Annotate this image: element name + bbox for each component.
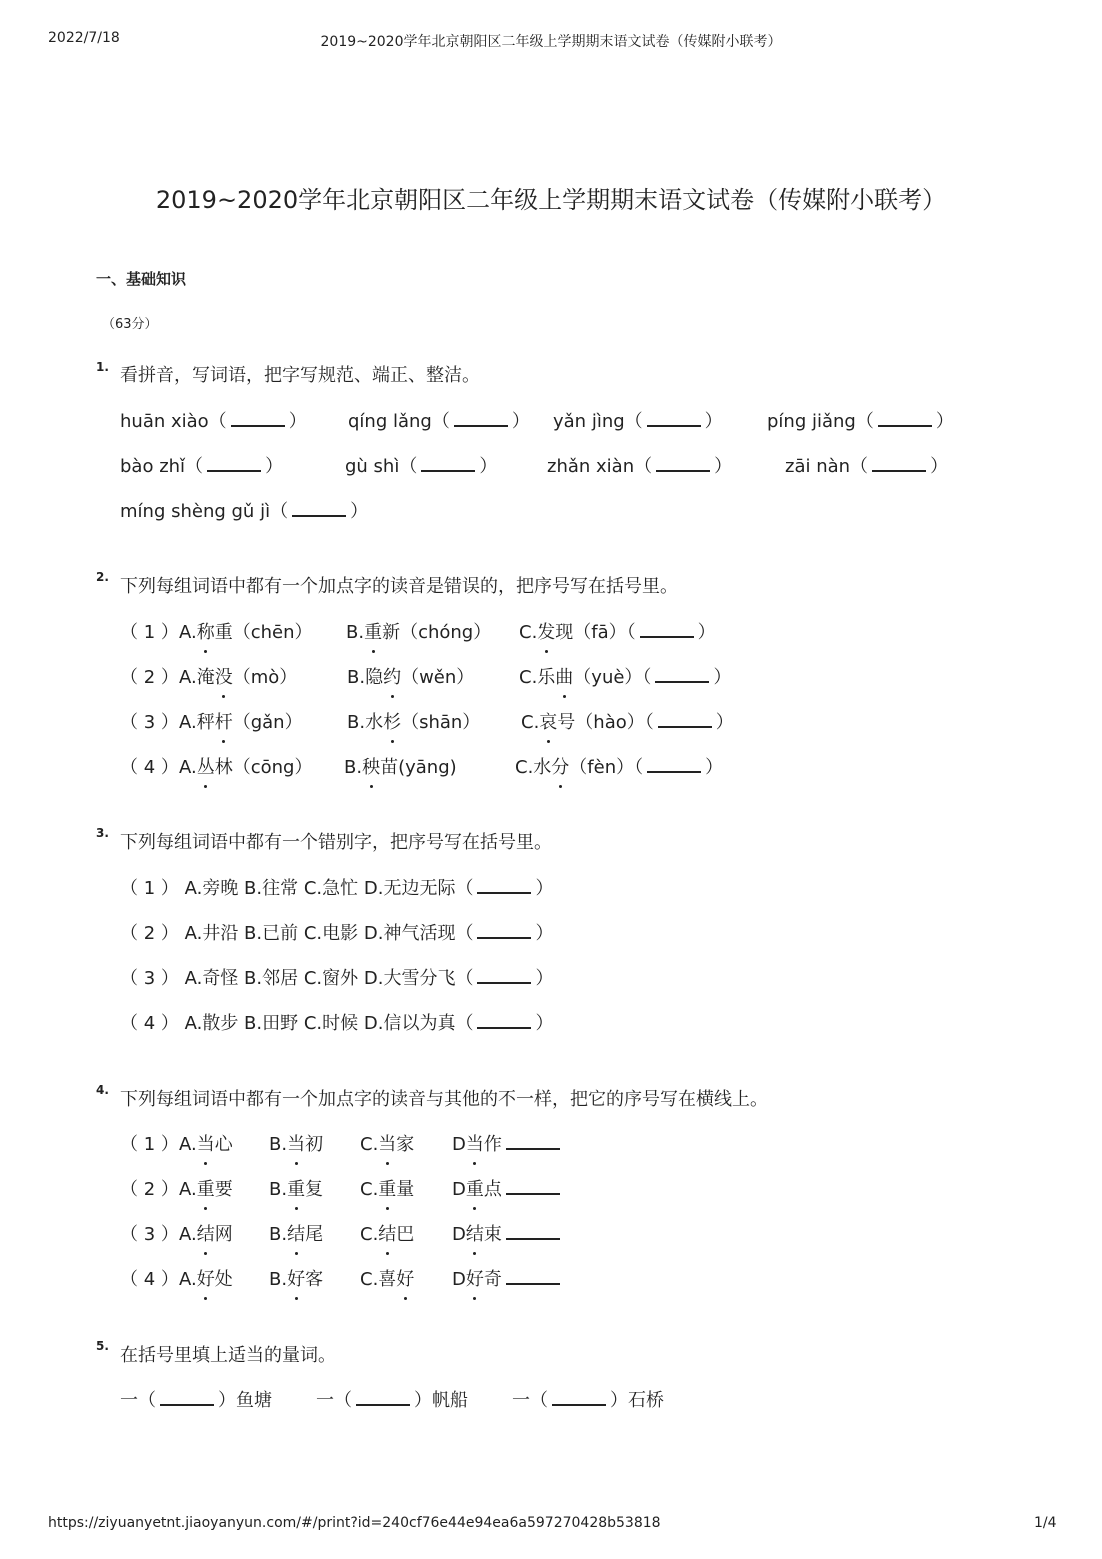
dotted-char: 哀 — [539, 708, 557, 734]
dotted-char: 杉 — [383, 708, 401, 734]
option-c: C.结巴 — [360, 1220, 414, 1246]
option-c: C.哀号（hào）（ ） — [521, 708, 734, 734]
question-text: 看拼音，写词语，把字写规范、端正、整洁。 — [120, 365, 480, 386]
answer-blank[interactable] — [231, 411, 285, 427]
answer-blank[interactable] — [656, 456, 710, 472]
answer-blank[interactable] — [506, 1134, 560, 1150]
dotted-char: 重 — [197, 1175, 215, 1201]
option-d: D结束 — [452, 1220, 564, 1246]
answer-blank[interactable] — [878, 411, 932, 427]
dotted-char: 好 — [466, 1265, 484, 1291]
option-row: （ 1 ） A.旁晚 B.往常 C.急忙 D.无边无际（ ） — [120, 878, 554, 899]
pinyin-text: píng jiǎng（ — [767, 411, 874, 432]
option-b: B.结尾 — [269, 1220, 323, 1246]
dotted-char: 杆 — [215, 708, 233, 734]
option-row: （ 3 ） A.奇怪 B.邻居 C.窗外 D.大雪分飞（ ） — [120, 968, 554, 989]
option-a: A.当心 — [179, 1130, 233, 1156]
pinyin-item: qíng lǎng（ ） — [348, 411, 530, 432]
row-label: （ 1 ） — [120, 622, 179, 643]
pinyin-text: bào zhǐ（ — [120, 456, 204, 477]
dotted-char: 分 — [551, 753, 569, 779]
question-number: 5. — [96, 1339, 109, 1353]
print-url: https://ziyuanyetnt.jiaoyanyun.com/#/print?id=240cf76e44e94ea6a597270428b53818 — [48, 1515, 661, 1531]
answer-blank[interactable] — [160, 1390, 214, 1406]
pinyin-text: míng shèng gǔ jì（ — [120, 501, 289, 522]
option-a: A.丛林（cōng） — [179, 753, 312, 779]
question-number: 3. — [96, 826, 109, 840]
dotted-char: 当 — [378, 1130, 396, 1156]
row-label: （ 3 ） — [120, 1224, 179, 1245]
answer-blank[interactable] — [655, 667, 709, 683]
question-text: 下列每组词语中都有一个错别字，把序号写在括号里。 — [120, 832, 552, 853]
option-c: C.重量 — [360, 1175, 414, 1201]
pinyin-text: zāi nàn（ — [785, 456, 869, 477]
pinyin-item: bào zhǐ（ ） — [120, 456, 284, 477]
answer-blank[interactable] — [477, 878, 531, 894]
option-a: A.淹没（mò） — [179, 663, 297, 689]
option-c: C.水分（fèn）（ ） — [515, 753, 723, 779]
pinyin-text: gù shì（ — [345, 456, 418, 477]
pinyin-text: qíng lǎng（ — [348, 411, 450, 432]
option-a: A.称重（chēn） — [179, 618, 313, 644]
dotted-char: 当 — [466, 1130, 484, 1156]
pinyin-item: yǎn jìng（ ） — [553, 411, 723, 432]
answer-blank[interactable] — [640, 622, 694, 638]
answer-blank[interactable] — [506, 1179, 560, 1195]
option-b: B.重新（chóng） — [346, 618, 491, 644]
dotted-char: 秧 — [362, 753, 380, 779]
option-c: C.当家 — [360, 1130, 414, 1156]
pinyin-text: zhǎn xiàn（ — [547, 456, 653, 477]
row-label: （ 2 ） — [120, 667, 179, 688]
row-label: （ 3 ） — [120, 712, 179, 733]
measure-word-item: 一（ ）帆船 — [316, 1390, 468, 1411]
option-b: B.秧苗(yāng) — [344, 753, 457, 779]
option-d: D当作 — [452, 1130, 564, 1156]
dotted-char: 约 — [383, 663, 401, 689]
pinyin-item: píng jiǎng（ ） — [767, 411, 954, 432]
option-a: A.重要 — [179, 1175, 233, 1201]
option-row: （ 2 ） A.井沿 B.已前 C.电影 D.神气活现（ ） — [120, 923, 554, 944]
measure-word-item: 一（ ）石桥 — [512, 1390, 664, 1411]
answer-blank[interactable] — [552, 1390, 606, 1406]
dotted-char: 丛 — [197, 753, 215, 779]
answer-blank[interactable] — [658, 712, 712, 728]
answer-blank[interactable] — [477, 968, 531, 984]
option-b: B.当初 — [269, 1130, 323, 1156]
dotted-char: 结 — [197, 1220, 215, 1246]
row-label: （ 2 ） — [120, 1179, 179, 1200]
dotted-char: 发 — [537, 618, 555, 644]
answer-blank[interactable] — [506, 1224, 560, 1240]
row-label: （ 4 ） — [120, 757, 179, 778]
dotted-char: 好 — [396, 1265, 414, 1291]
option-a: A.好处 — [179, 1265, 233, 1291]
dotted-char: 重 — [287, 1175, 305, 1201]
option-b: B.好客 — [269, 1265, 323, 1291]
dotted-char: 当 — [287, 1130, 305, 1156]
question-number: 4. — [96, 1083, 109, 1097]
answer-blank[interactable] — [647, 757, 701, 773]
option-row: （ 4 ） A.散步 B.田野 C.时候 D.信以为真（ ） — [120, 1013, 554, 1034]
row-label: （ 4 ） — [120, 1269, 179, 1290]
pinyin-item: zhǎn xiàn（ ） — [547, 456, 733, 477]
print-header-title: 2019~2020学年北京朝阳区二年级上学期期末语文试卷（传媒附小联考） — [320, 34, 782, 50]
page-number: 1/4 — [1034, 1515, 1057, 1531]
answer-blank[interactable] — [454, 411, 508, 427]
pinyin-item: zāi nàn（ ） — [785, 456, 949, 477]
answer-blank[interactable] — [477, 923, 531, 939]
option-a: A.结网 — [179, 1220, 233, 1246]
question-text: 在括号里填上适当的量词。 — [120, 1345, 336, 1366]
option-c: C.乐曲（yuè）（ ） — [519, 663, 731, 689]
option-b: B.水杉（shān） — [347, 708, 480, 734]
dotted-char: 结 — [287, 1220, 305, 1246]
dotted-char: 重 — [378, 1175, 396, 1201]
pinyin-text: huān xiào（ — [120, 411, 227, 432]
pinyin-item: huān xiào（ ） — [120, 411, 307, 432]
pinyin-item: gù shì（ ） — [345, 456, 498, 477]
measure-word-item: 一（ ）鱼塘 — [120, 1390, 272, 1411]
answer-blank[interactable] — [356, 1390, 410, 1406]
answer-blank[interactable] — [207, 456, 261, 472]
question-number: 2. — [96, 570, 109, 584]
pinyin-text: yǎn jìng（ — [553, 411, 643, 432]
dotted-char: 重 — [364, 618, 382, 644]
row-label: （ 1 ） — [120, 1134, 179, 1155]
answer-blank[interactable] — [647, 411, 701, 427]
dotted-char: 好 — [287, 1265, 305, 1291]
dotted-char: 没 — [215, 663, 233, 689]
page-title: 2019~2020学年北京朝阳区二年级上学期期末语文试卷（传媒附小联考） — [155, 186, 947, 214]
dotted-char: 称 — [197, 618, 215, 644]
option-c: C.喜好 — [360, 1265, 414, 1291]
answer-blank[interactable] — [506, 1269, 560, 1285]
section-score: （63分） — [102, 317, 158, 332]
dotted-char: 曲 — [555, 663, 573, 689]
dotted-char: 结 — [466, 1220, 484, 1246]
option-a: A.秤杆（gǎn） — [179, 708, 303, 734]
dotted-char: 好 — [197, 1265, 215, 1291]
dotted-char: 结 — [378, 1220, 396, 1246]
pinyin-item: míng shèng gǔ jì（ ） — [120, 501, 369, 522]
dotted-char: 重 — [466, 1175, 484, 1201]
question-number: 1. — [96, 360, 109, 374]
option-b: B.重复 — [269, 1175, 323, 1201]
answer-blank[interactable] — [292, 501, 346, 517]
option-c: C.发现（fā）（ ） — [519, 618, 716, 644]
section-title: 一、基础知识 — [96, 270, 187, 288]
print-date: 2022/7/18 — [48, 30, 120, 46]
option-b: B.隐约（wěn） — [347, 663, 474, 689]
answer-blank[interactable] — [477, 1013, 531, 1029]
option-d: D好奇 — [452, 1265, 564, 1291]
answer-blank[interactable] — [872, 456, 926, 472]
question-text: 下列每组词语中都有一个加点字的读音是错误的，把序号写在括号里。 — [120, 576, 678, 597]
answer-blank[interactable] — [421, 456, 475, 472]
question-text: 下列每组词语中都有一个加点字的读音与其他的不一样，把它的序号写在横线上。 — [120, 1089, 768, 1110]
dotted-char: 当 — [197, 1130, 215, 1156]
option-d: D重点 — [452, 1175, 564, 1201]
